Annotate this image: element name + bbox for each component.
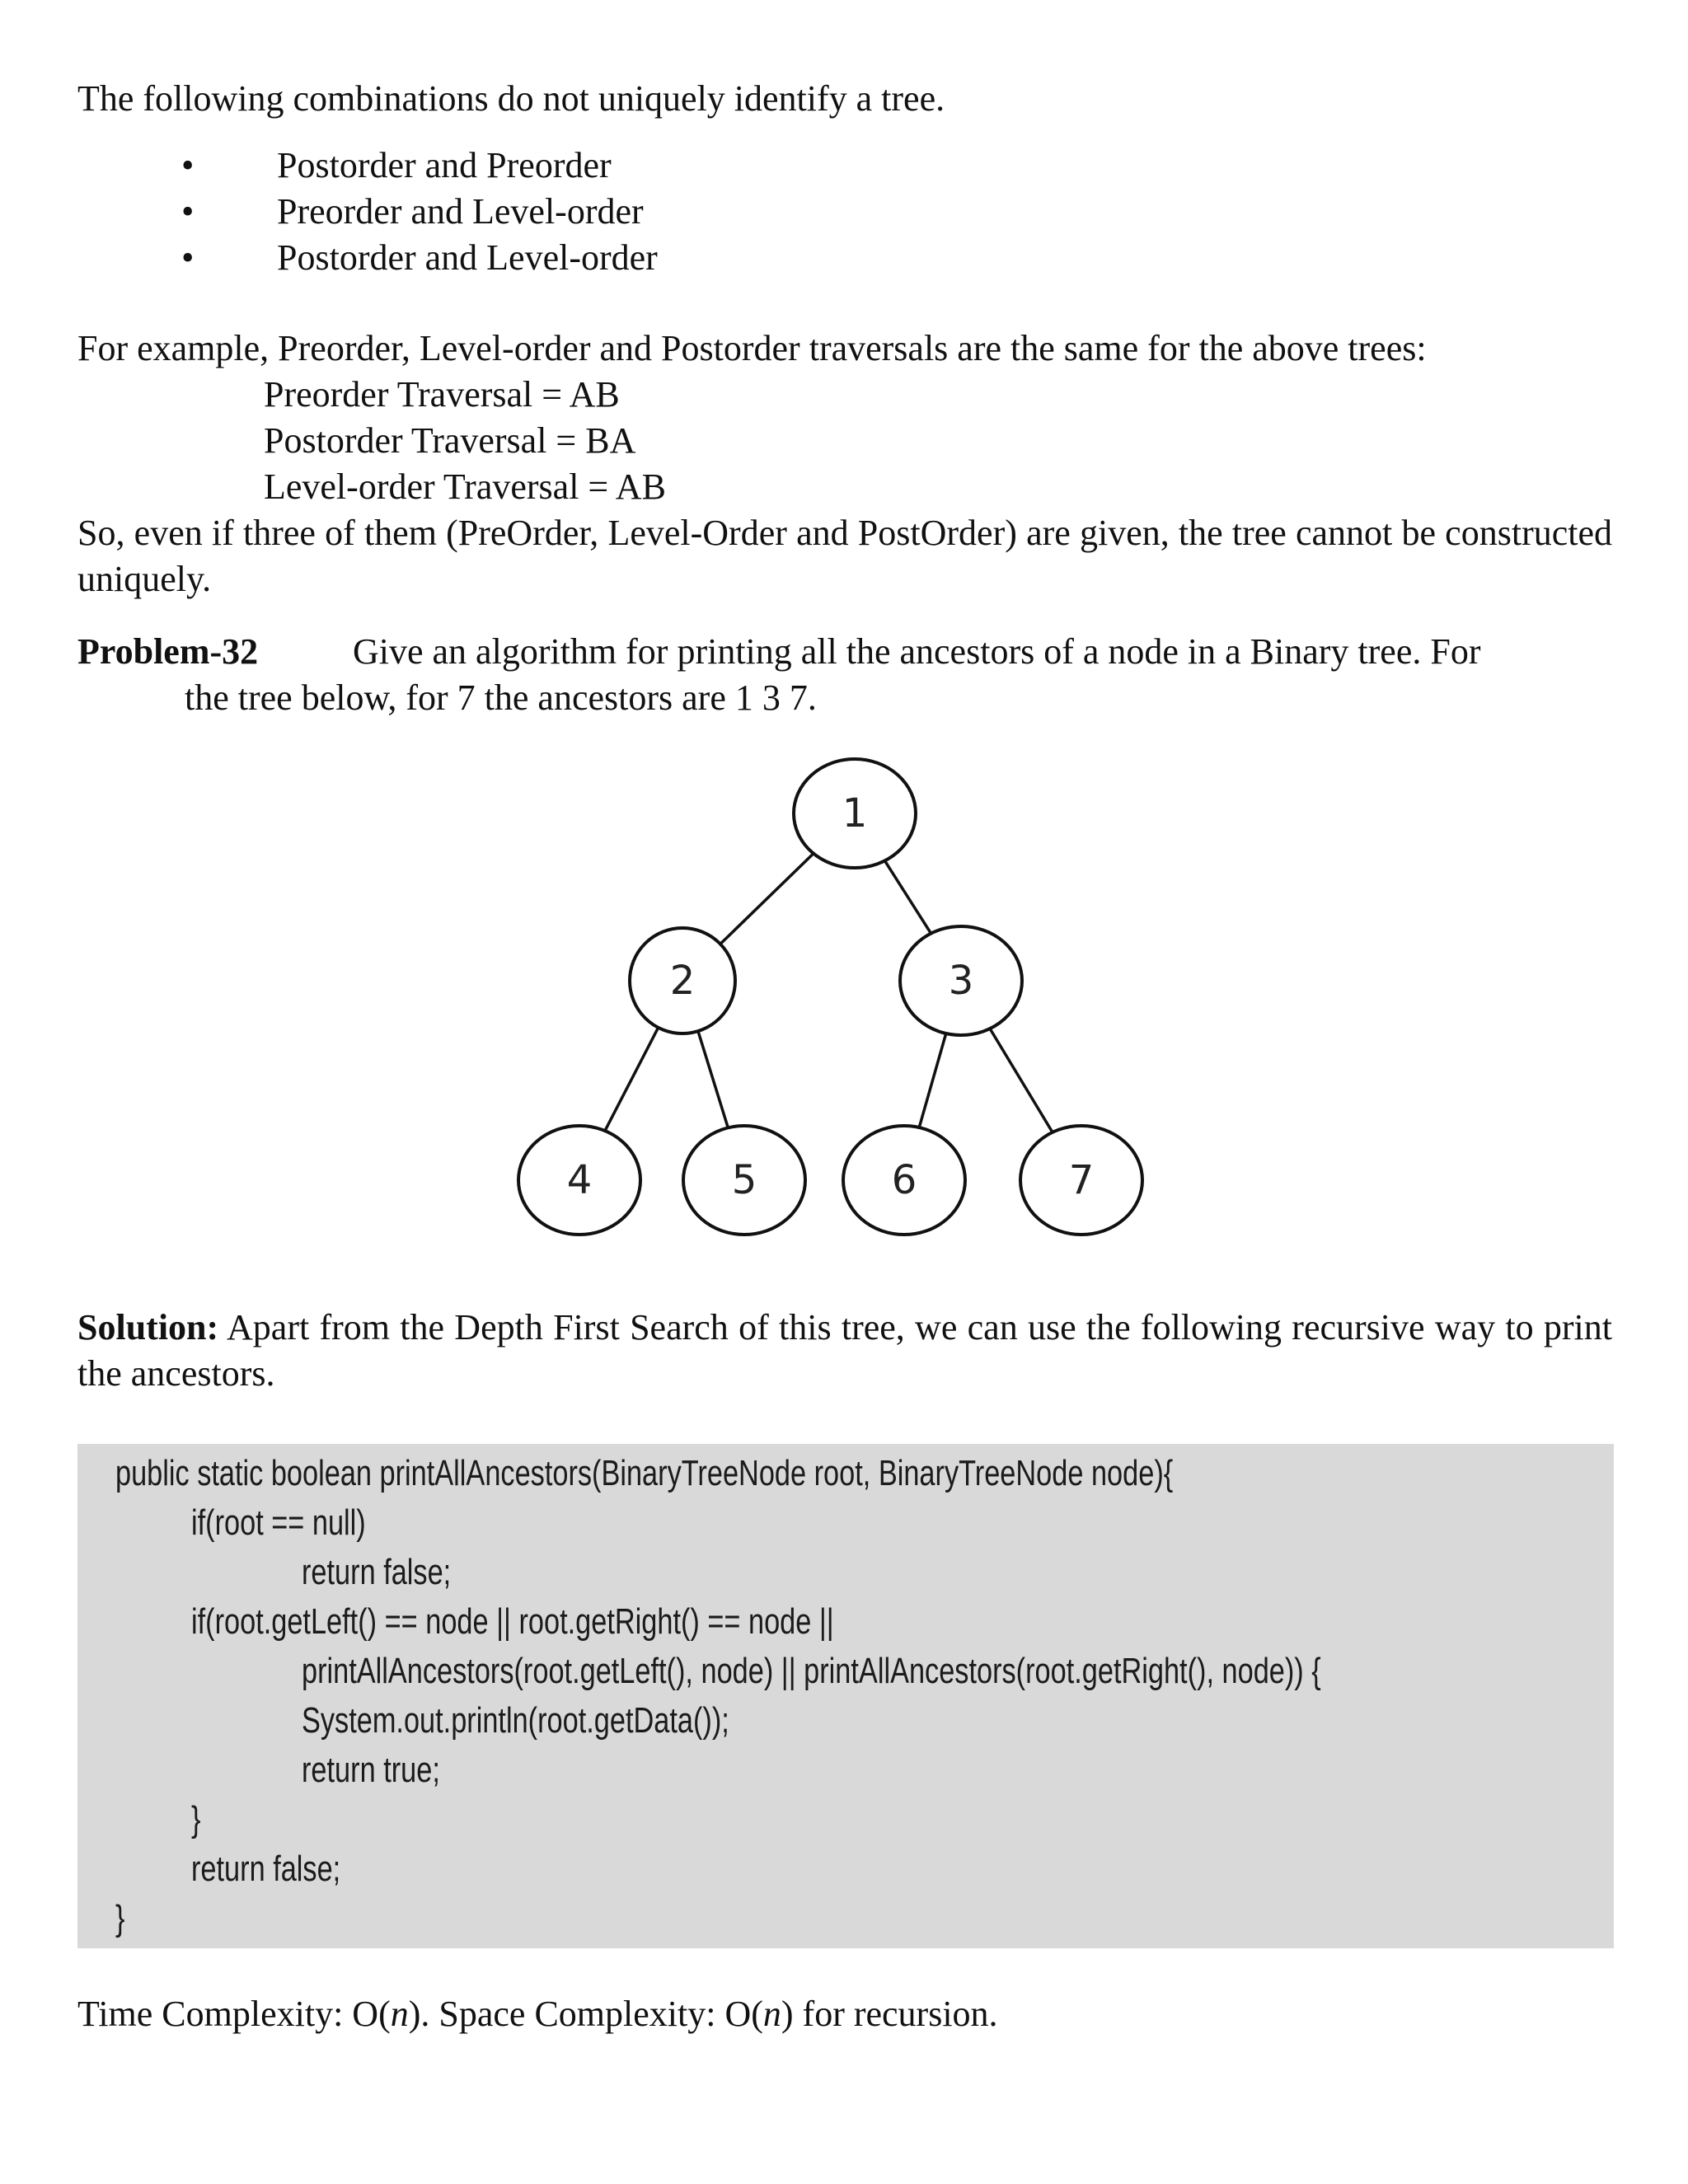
- code-line: printAllAncestors(root.getLeft(), node) || printAllAncestors(root.getRight(), node)) {: [302, 1651, 1321, 1691]
- preorder-traversal: Preorder Traversal = AB: [264, 374, 620, 415]
- list-item: [0, 235, 1688, 281]
- code-line: }: [191, 1799, 201, 1840]
- tree-edge: [605, 1028, 659, 1131]
- tree-node: [794, 759, 916, 868]
- space-complexity-prefix: ). Space Complexity: O(: [408, 1994, 763, 2034]
- tree-edge: [919, 1033, 946, 1127]
- problem-statement: [77, 629, 1612, 675]
- tree-node-label: 1: [842, 790, 868, 837]
- list-item-label: Preorder and Level-order: [277, 191, 644, 232]
- tree-node: [683, 1126, 805, 1235]
- tree-node: [900, 926, 1022, 1035]
- tree-node: [518, 1126, 640, 1235]
- code-line: public static boolean printAllAncestors(BinaryTreeNode root, BinaryTreeNode node){: [115, 1453, 1174, 1493]
- tree-node-label: 5: [731, 1157, 757, 1203]
- code-line: }: [115, 1898, 125, 1938]
- bullet-icon: •: [181, 237, 195, 278]
- tree-node-label: 3: [948, 958, 974, 1004]
- problem-title: Problem-32: [77, 631, 259, 672]
- list-item: [0, 189, 1688, 235]
- tree-node-label: 4: [566, 1157, 593, 1203]
- list-item-label: Postorder and Preorder: [277, 145, 612, 185]
- so-paragraph: So, even if three of them (PreOrder, Level-Order and PostOrder) are given, the tree cannot be constructed uniquely.: [77, 513, 1612, 599]
- tree-edge: [990, 1029, 1053, 1132]
- tree-edge: [720, 854, 814, 944]
- list-item: [0, 143, 1688, 189]
- time-complexity-variable: n: [390, 1994, 409, 2034]
- tree-node: [1020, 1126, 1142, 1235]
- binary-tree-diagram: [495, 750, 1236, 1277]
- postorder-traversal: Postorder Traversal = BA: [264, 420, 636, 461]
- code-line: return true;: [302, 1750, 440, 1790]
- tree-edge: [884, 860, 931, 933]
- code-line: System.out.println(root.getData());: [302, 1700, 729, 1741]
- tree-node-label: 2: [669, 958, 696, 1004]
- combination-list: [0, 143, 1688, 281]
- code-line: return false;: [191, 1849, 341, 1889]
- levelorder-traversal: Level-order Traversal = AB: [264, 466, 666, 507]
- space-complexity-variable: n: [762, 1994, 781, 2034]
- tree-node: [843, 1126, 965, 1235]
- list-item-label: Postorder and Level-order: [277, 237, 658, 278]
- bullet-icon: •: [181, 191, 195, 232]
- tree-node: [630, 928, 735, 1033]
- time-complexity-prefix: Time Complexity: O(: [77, 1994, 391, 2034]
- tree-nodes: [518, 759, 1142, 1235]
- bullet-icon: •: [181, 145, 195, 185]
- problem-text: Give an algorithm for printing all the ancestors of a node in a Binary tree. For: [353, 631, 1481, 672]
- solution-paragraph: [77, 1305, 1612, 1397]
- code-block: [77, 1444, 1614, 1948]
- intro-paragraph: The following combinations do not uniquely identify a tree.: [77, 78, 945, 119]
- solution-text: Apart from the Depth First Search of this tree, we can use the following recursive way to print the ancestors.: [77, 1307, 1612, 1394]
- problem-text-continued: the tree below, for 7 the ancestors are 1 3 7.: [185, 677, 817, 718]
- example-intro: For example, Preorder, Level-order and Postorder traversals are the same for the above trees:: [77, 328, 1427, 368]
- tree-node-label: 6: [891, 1157, 917, 1203]
- code-line: if(root.getLeft() == node || root.getRight() == node ||: [191, 1601, 834, 1642]
- solution-label: Solution:: [77, 1307, 219, 1347]
- tree-node-label: 7: [1068, 1157, 1095, 1203]
- complexity-statement: [77, 1991, 998, 2037]
- code-line: return false;: [302, 1552, 452, 1592]
- complexity-suffix: ) for recursion.: [781, 1994, 998, 2034]
- tree-edge: [698, 1031, 728, 1127]
- code-line: if(root == null): [191, 1502, 366, 1543]
